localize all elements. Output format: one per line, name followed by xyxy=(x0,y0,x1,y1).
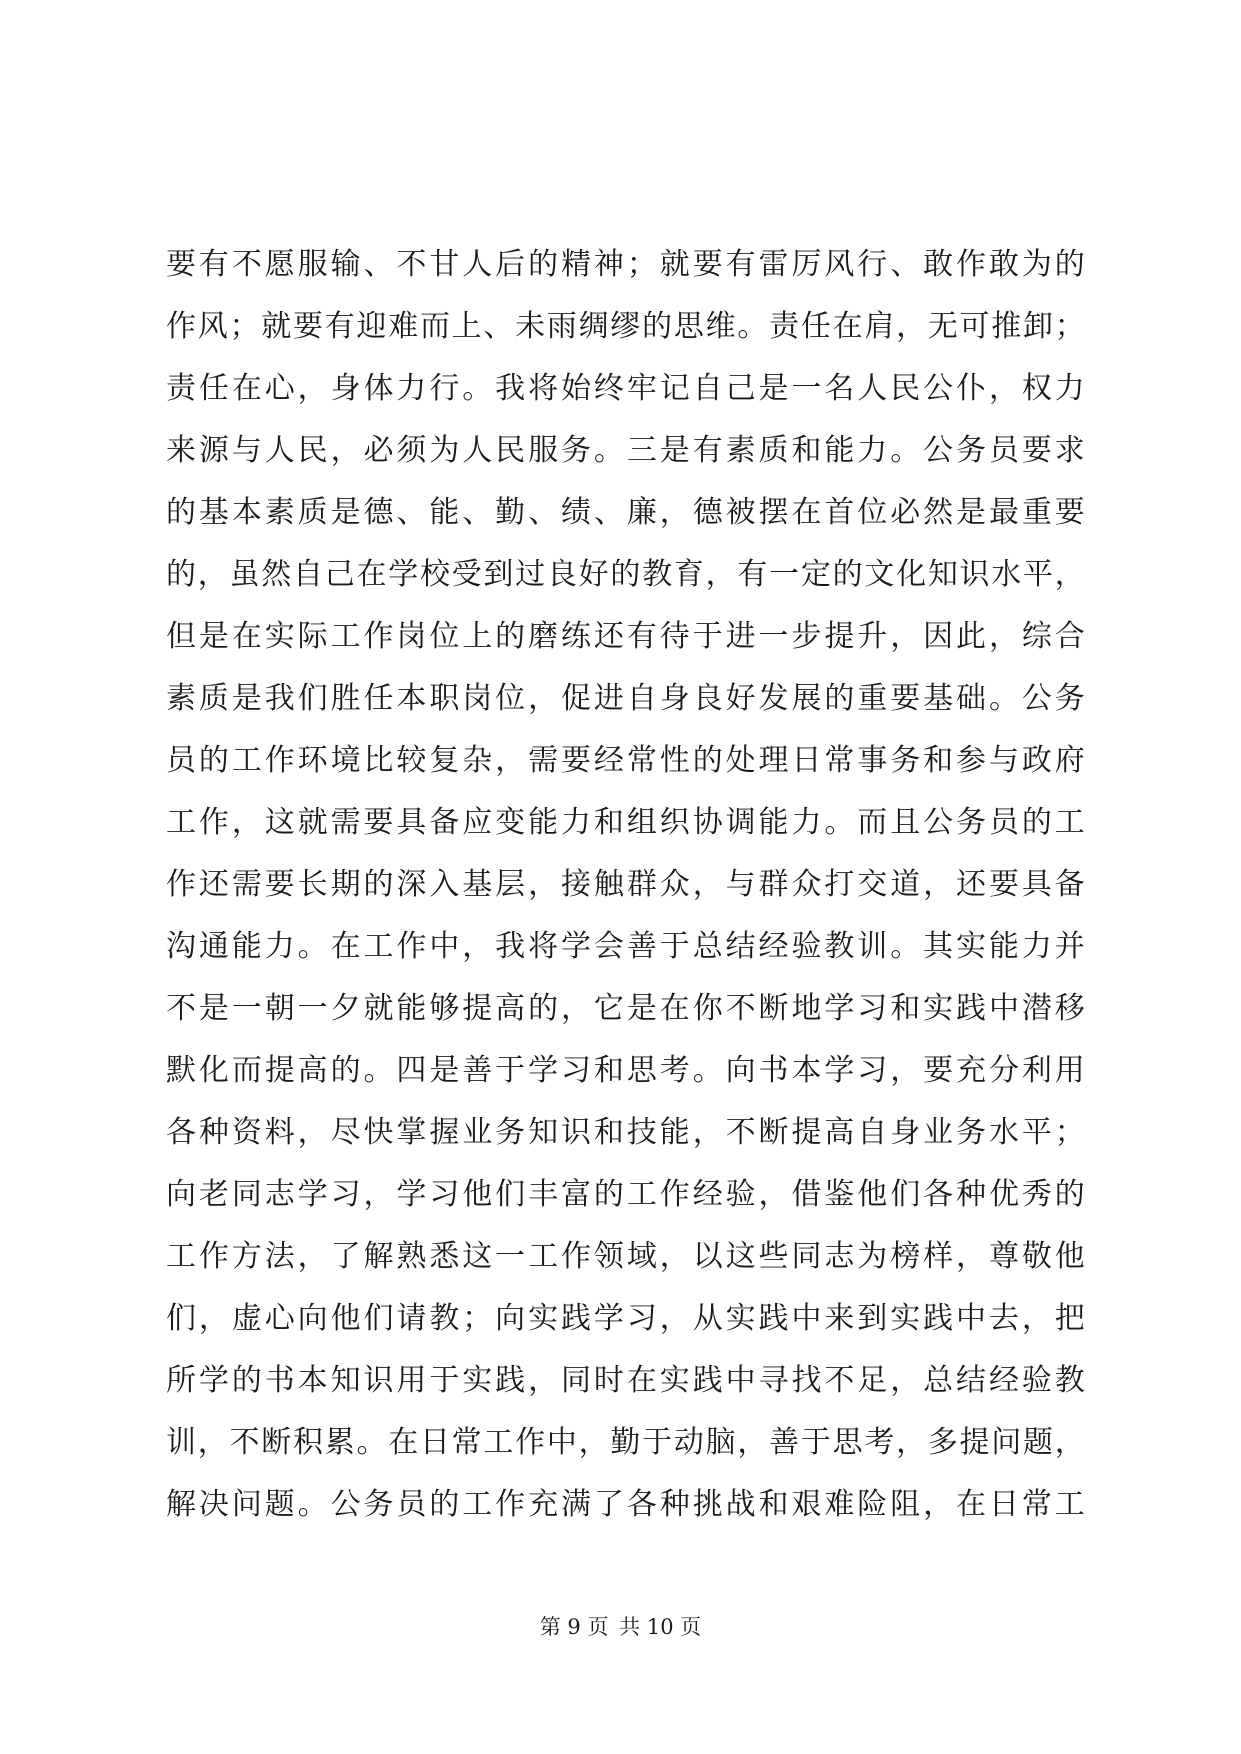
text-line: 们，虚心向他们请教；向实践学习，从实践中来到实践中去，把 xyxy=(166,1301,1086,1336)
text-line: 作风；就要有迎难而上、未雨绸缪的思维。责任在肩，无可推卸； xyxy=(166,309,1086,344)
text-line: 员的工作环境比较复杂，需要经常性的处理日常事务和参与政府 xyxy=(166,743,1086,778)
text-line: 但是在实际工作岗位上的磨练还有待于进一步提升，因此，综合 xyxy=(166,619,1086,654)
text-line: 素质是我们胜任本职岗位，促进自身良好发展的重要基础。公务 xyxy=(166,681,1086,716)
text-line: 责任在心，身体力行。我将始终牢记自己是一名人民公仆，权力 xyxy=(166,371,1086,406)
text-line: 工作方法，了解熟悉这一工作领域，以这些同志为榜样，尊敬他 xyxy=(166,1239,1086,1274)
page-footer xyxy=(0,1612,1241,1642)
body-text xyxy=(166,234,1086,1536)
text-line: 工作，这就需要具备应变能力和组织协调能力。而且公务员的工 xyxy=(166,805,1086,840)
page-number: 第 9 页 xyxy=(539,1615,609,1639)
text-line: 的，虽然自己在学校受到过良好的教育，有一定的文化知识水平， xyxy=(166,557,1086,592)
text-line: 向老同志学习，学习他们丰富的工作经验，借鉴他们各种优秀的 xyxy=(166,1177,1086,1212)
text-line: 沟通能力。在工作中，我将学会善于总结经验教训。其实能力并 xyxy=(166,929,1086,964)
text-line: 来源与人民，必须为人民服务。三是有素质和能力。公务员要求 xyxy=(166,433,1086,468)
text-line: 默化而提高的。四是善于学习和思考。向书本学习，要充分利用 xyxy=(166,1053,1086,1088)
text-line: 要有不愿服输、不甘人后的精神；就要有雷厉风行、敢作敢为的 xyxy=(166,247,1086,282)
text-line: 各种资料，尽快掌握业务知识和技能，不断提高自身业务水平； xyxy=(166,1115,1086,1150)
text-line: 作还需要长期的深入基层，接触群众，与群众打交道，还要具备 xyxy=(166,867,1086,902)
page-total: 共 10 页 xyxy=(619,1615,702,1639)
text-line: 所学的书本知识用于实践，同时在实践中寻找不足，总结经验教 xyxy=(166,1363,1086,1398)
text-line: 训，不断积累。在日常工作中，勤于动脑，善于思考，多提问题， xyxy=(166,1425,1086,1460)
text-line: 解决问题。公务员的工作充满了各种挑战和艰难险阻，在日常工 xyxy=(166,1487,1086,1522)
text-line: 不是一朝一夕就能够提高的，它是在你不断地学习和实践中潜移 xyxy=(166,991,1086,1026)
text-line: 的基本素质是德、能、勤、绩、廉，德被摆在首位必然是最重要 xyxy=(166,495,1086,530)
